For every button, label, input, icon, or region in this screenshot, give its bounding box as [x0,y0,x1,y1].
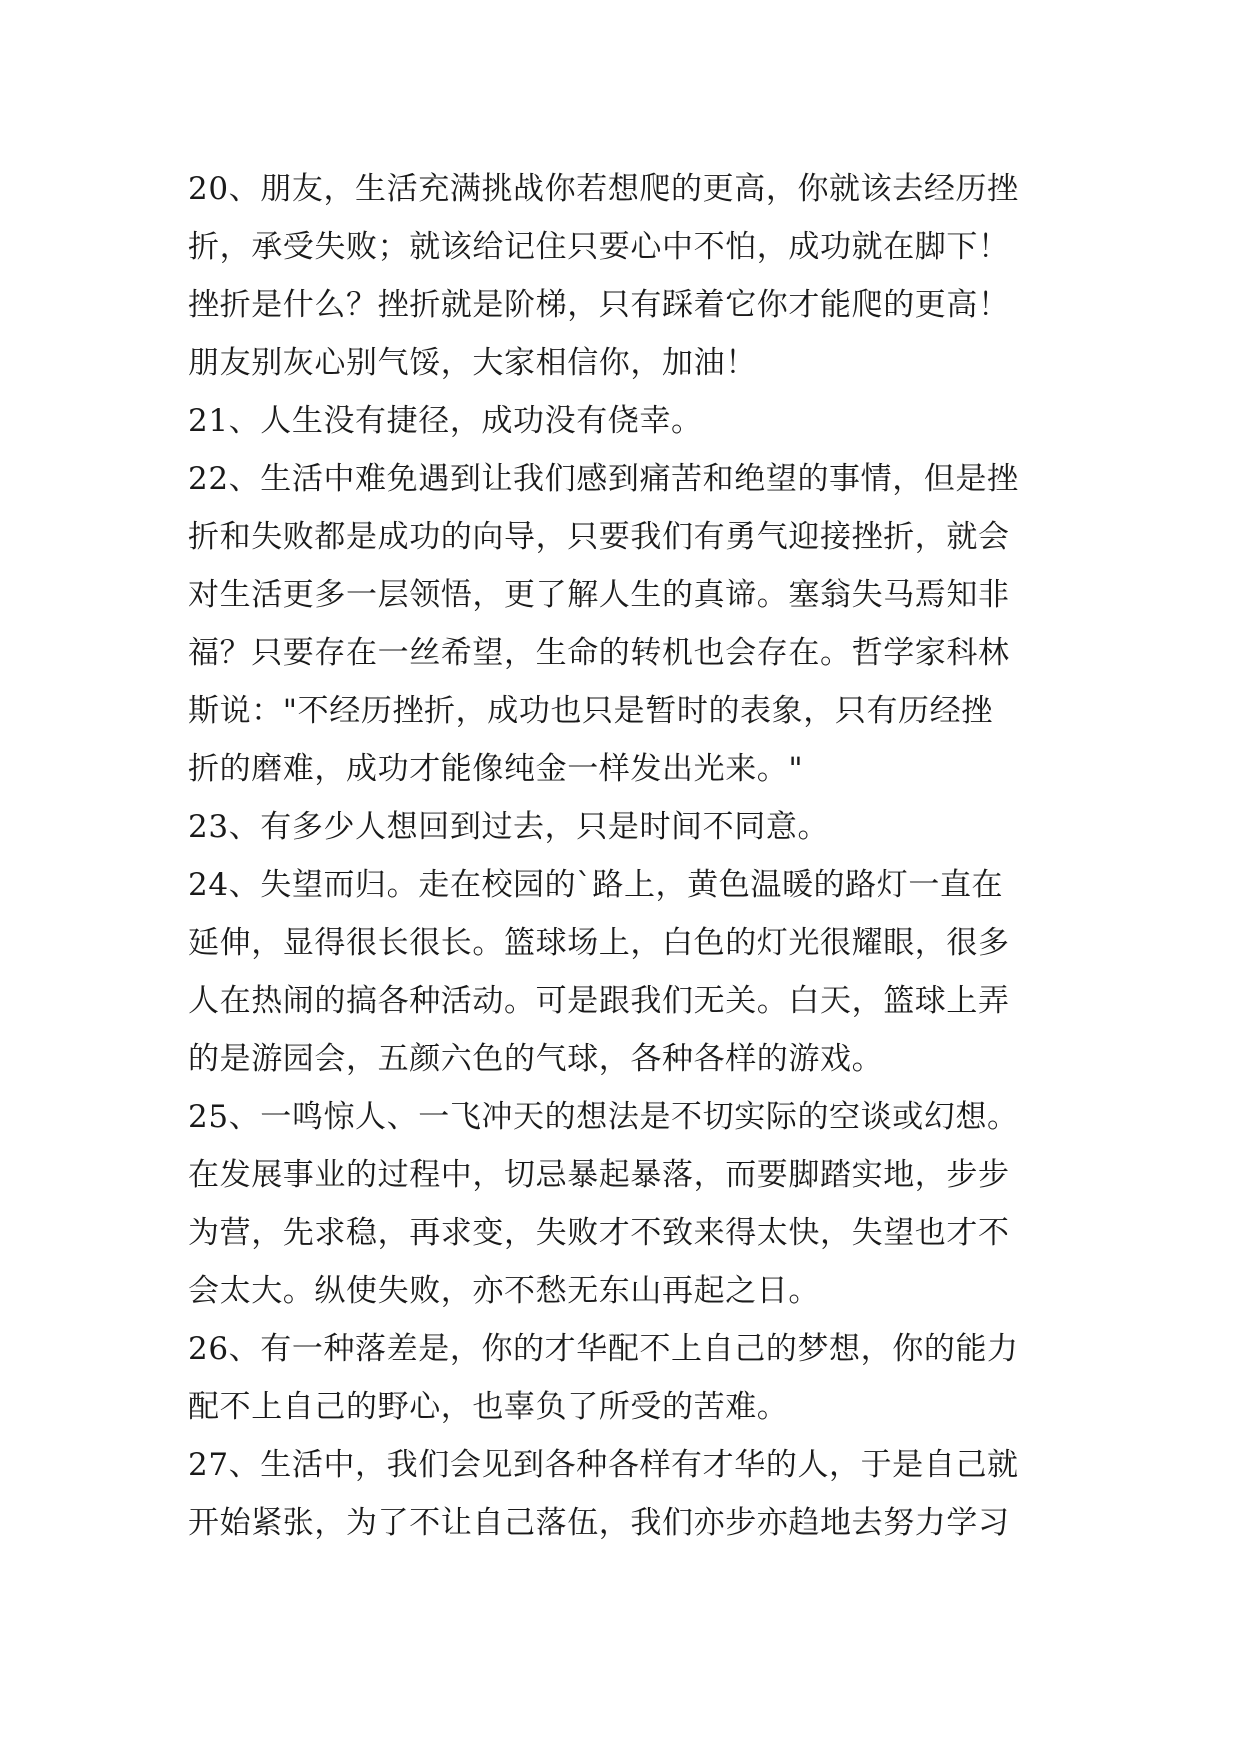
text-line: 延伸，显得很长很长。篮球场上，白色的灯光很耀眼，很多 [188,925,1010,961]
document-body [188,160,1068,1552]
text-line: 为营，先求稳，再求变，失败才不致来得太快，失望也才不 [188,1215,1010,1251]
text-line: 在发展事业的过程中，切忌暴起暴落，而要脚踏实地，步步 [188,1157,1010,1193]
text-line: 会太大。纵使失败，亦不愁无东山再起之日。 [188,1273,820,1309]
text-line: 斯说："不经历挫折，成功也只是暂时的表象，只有历经挫 [188,693,993,729]
text-line: 折和失败都是成功的向导，只要我们有勇气迎接挫折，就会 [188,519,1010,555]
text-line: 配不上自己的野心，也辜负了所受的苦难。 [188,1389,789,1425]
text-line: 折的磨难，成功才能像纯金一样发出光来。" [188,751,804,787]
text-line: 挫折是什么？挫折就是阶梯，只有踩着它你才能爬的更高！ [188,287,1010,323]
text-line: 朋友别灰心别气馁，大家相信你，加油！ [188,345,757,381]
text-line: 26、有一种落差是，你的才华配不上自己的梦想，你的能力 [188,1331,1019,1367]
text-line: 23、有多少人想回到过去，只是时间不同意。 [188,809,830,845]
text-line: 开始紧张，为了不让自己落伍，我们亦步亦趋地去努力学习 [188,1505,1010,1541]
text-line: 25、一鸣惊人、一飞冲天的想法是不切实际的空谈或幻想。 [188,1099,1019,1135]
text-line: 的是游园会，五颜六色的气球，各种各样的游戏。 [188,1041,884,1077]
text-line: 22、生活中难免遇到让我们感到痛苦和绝望的事情，但是挫 [188,461,1019,497]
text-line: 21、人生没有捷径，成功没有侥幸。 [188,403,703,439]
text-line: 27、生活中，我们会见到各种各样有才华的人，于是自己就 [188,1447,1019,1483]
text-line: 人在热闹的搞各种活动。可是跟我们无关。白天，篮球上弄 [188,983,1010,1019]
text-line: 20、朋友，生活充满挑战你若想爬的更高，你就该去经历挫 [188,171,1019,207]
text-line: 24、失望而归。走在校园的`路上，黄色温暖的路灯一直在 [188,867,1004,903]
text-line: 对生活更多一层领悟，更了解人生的真谛。塞翁失马焉知非 [188,577,1010,613]
text-line: 折，承受失败；就该给记住只要心中不怕，成功就在脚下！ [188,229,1010,265]
text-line: 福？只要存在一丝希望，生命的转机也会存在。哲学家科林 [188,635,1010,671]
